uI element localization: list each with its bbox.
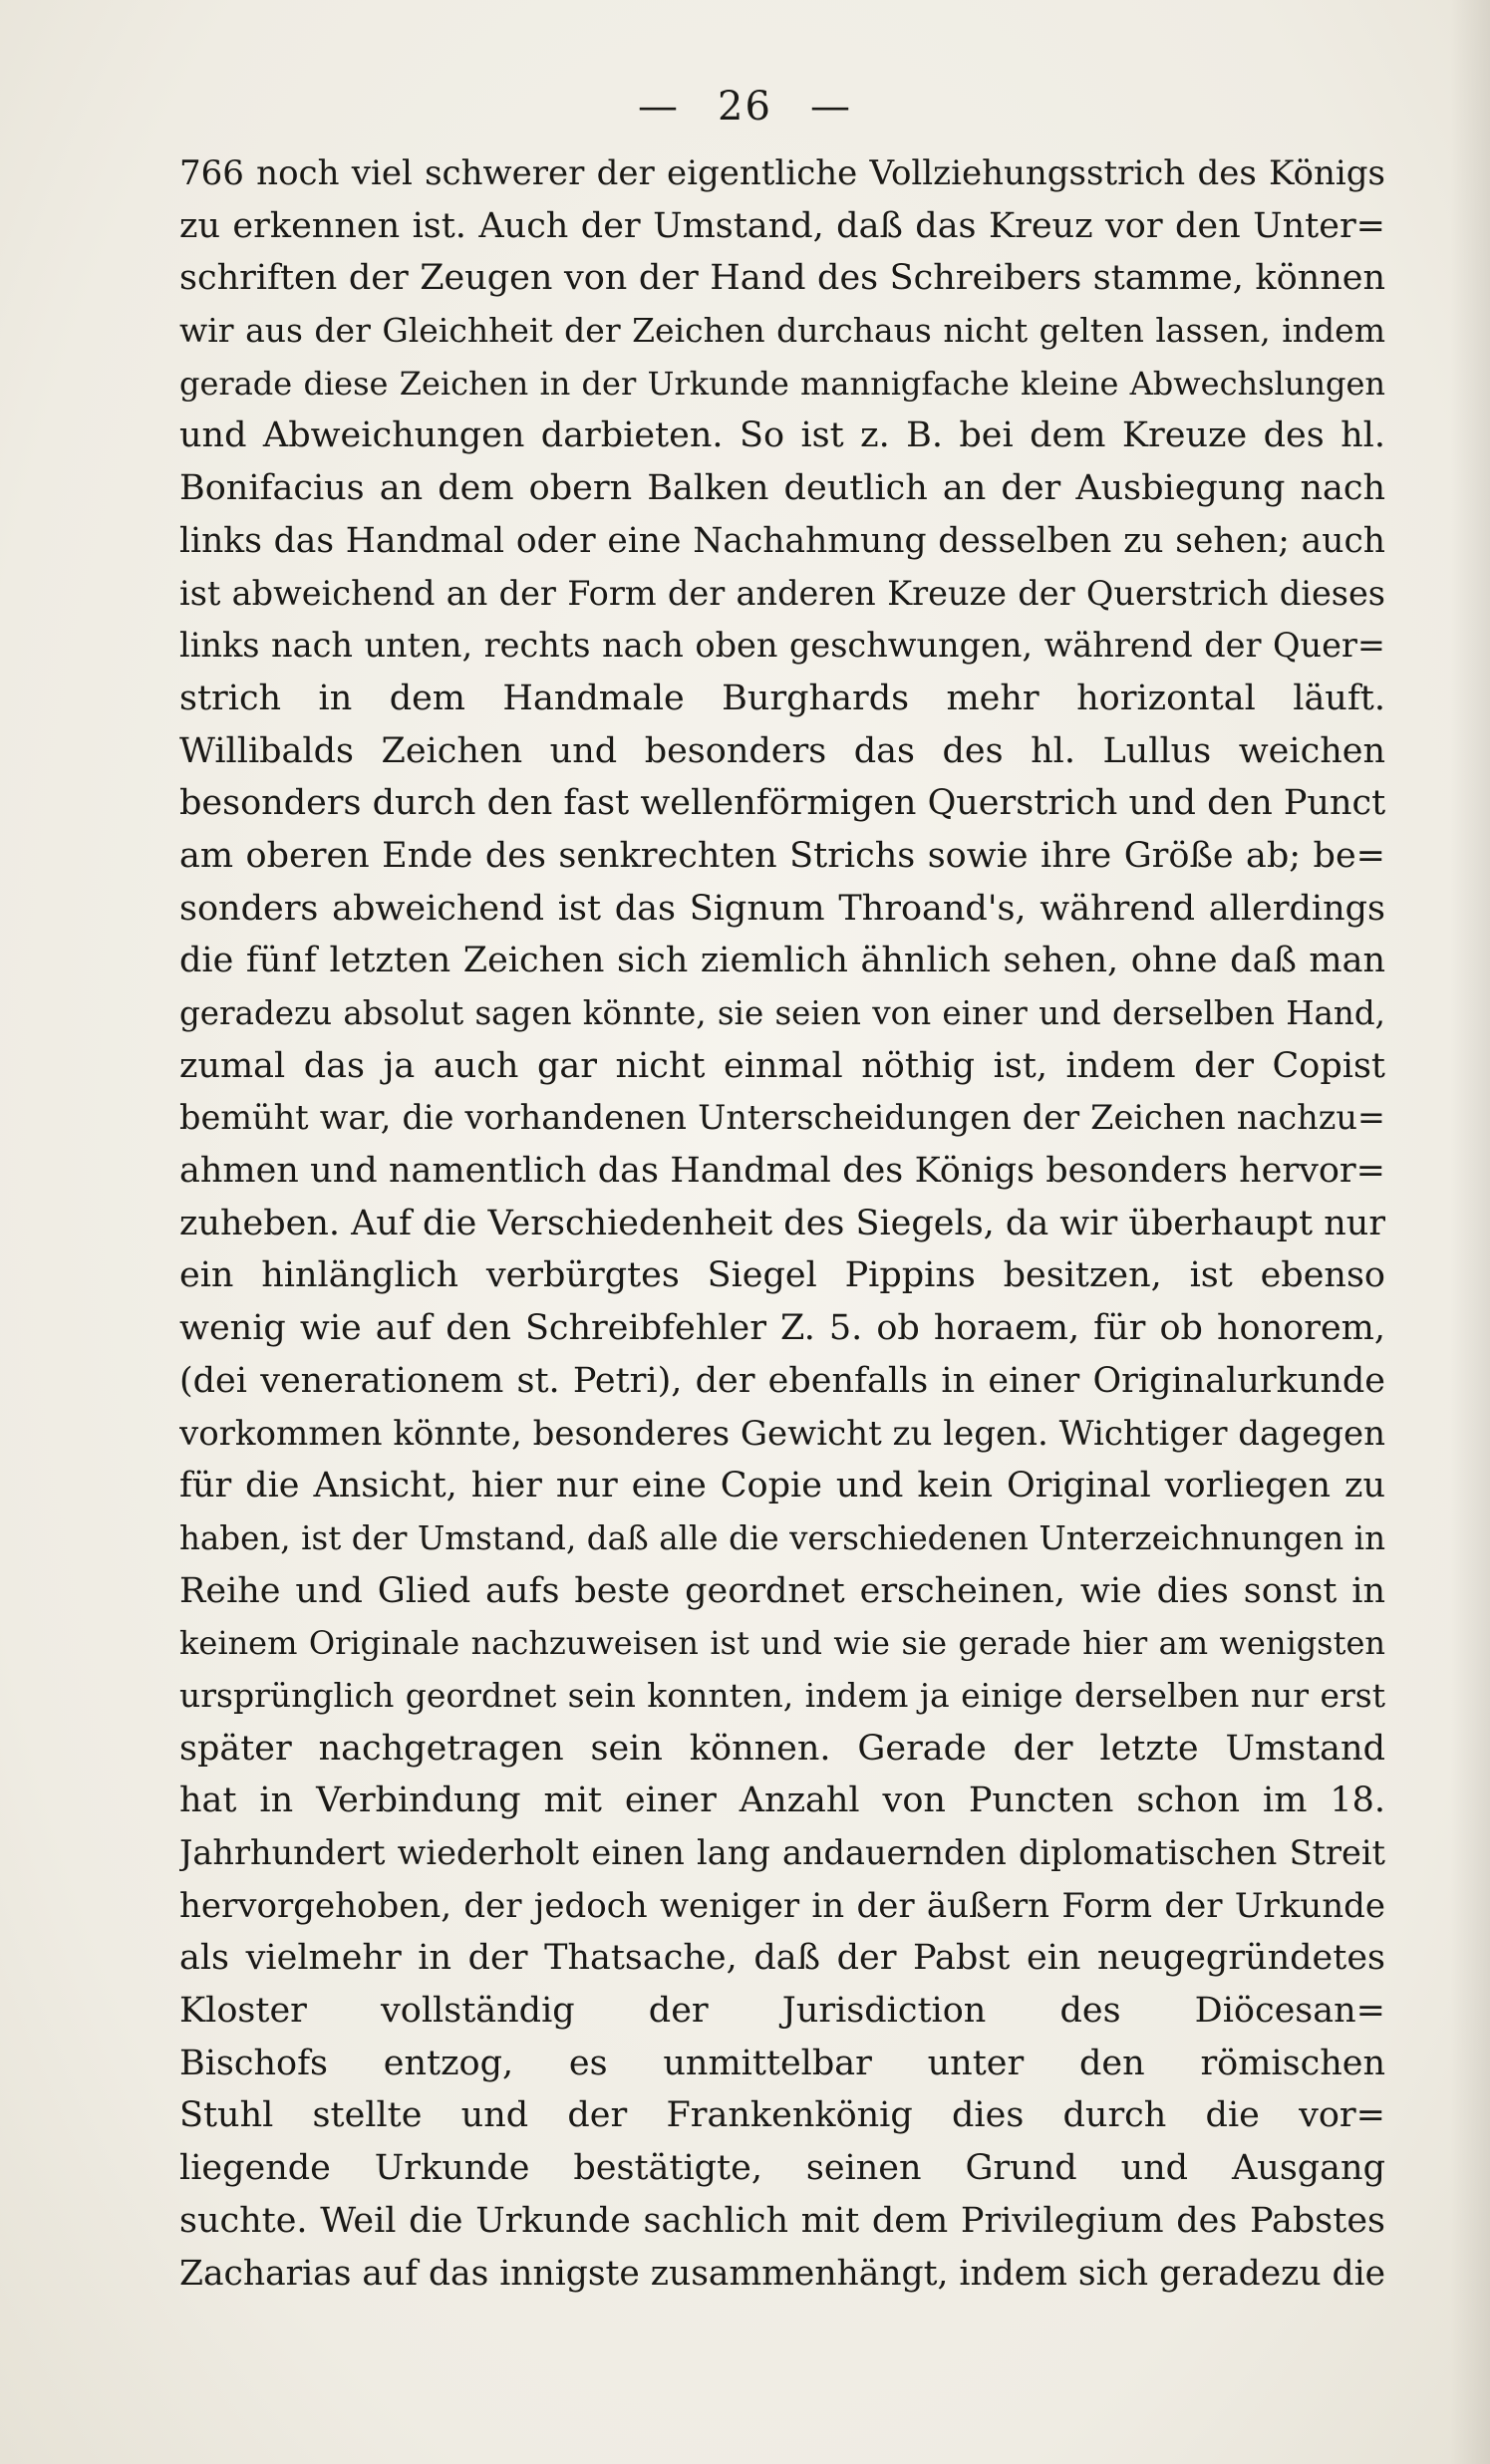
text-line: ahmen und namentlich das Handmal des Königs besonders hervor= (179, 1151, 1385, 1192)
text-line: zu erkennen ist. Auch der Umstand, daß das Kreuz vor den Unter= (179, 205, 1385, 246)
text-line: wenig wie auf den Schreibfehler Z. 5. ob horaem, für ob honorem, (179, 1308, 1385, 1349)
text-line: hervorgehoben, der jedoch weniger in der äußern Form der Urkunde (179, 1885, 1385, 1926)
text-line: (dei venerationem st. Petri), der ebenfalls in einer Originalurkunde (179, 1360, 1385, 1401)
text-line: am oberen Ende des senkrechten Strichs sowie ihre Größe ab; be= (179, 835, 1385, 876)
text-line: Kloster vollständig der Jurisdiction des Diöcesan= (179, 1991, 1385, 2032)
text-line: die fünf letzten Zeichen sich ziemlich ähnlich sehen, ohne daß man (179, 941, 1385, 981)
text-line: strich in dem Handmale Burghards mehr horizontal läuft. (179, 678, 1385, 718)
text-line: links das Handmal oder eine Nachahmung desselben zu sehen; auch (179, 520, 1385, 561)
text-line: haben, ist der Umstand, daß alle die verschiedenen Unterzeichnungen in (179, 1518, 1385, 1557)
text-line: zuheben. Auf die Verschiedenheit des Siegels, da wir überhaupt nur (179, 1203, 1385, 1243)
page-number-dash-right: — (809, 84, 852, 130)
text-line: sonders abweichend ist das Signum Throand's, während allerdings (179, 888, 1385, 929)
text-line: besonders durch den fast wellenförmigen Querstrich und den Punct (179, 783, 1385, 824)
text-line: für die Ansicht, hier nur eine Copie und kein Original vorliegen zu (179, 1466, 1385, 1506)
text-line: links nach unten, rechts nach oben geschwungen, während der Quer= (179, 626, 1385, 666)
page-edge-shadow (1450, 0, 1490, 2464)
page-header (0, 84, 1490, 130)
text-line: geradezu absolut sagen könnte, sie seien von einer und derselben Hand, (179, 994, 1385, 1032)
text-line: ist abweichend an der Form der anderen Kreuze der Querstrich dieses (179, 573, 1385, 613)
text-line: Bischofs entzog, es unmittelbar unter den römischen (179, 2043, 1385, 2083)
body-text (179, 147, 1385, 2300)
text-line: und Abweichungen darbieten. So ist z. B. bei dem Kreuze des hl. (179, 415, 1385, 456)
text-line: keinem Originale nachzuweisen ist und wie sie gerade hier am wenigsten (179, 1624, 1385, 1663)
text-line: liegende Urkunde bestätigte, seinen Grund und Ausgang (179, 2148, 1385, 2189)
text-line: suchte. Weil die Urkunde sachlich mit dem Privilegium des Pabstes (179, 2200, 1385, 2241)
text-line: ursprünglich geordnet sein konnten, indem ja einige derselben nur erst (179, 1675, 1385, 1715)
text-line: bemüht war, die vorhandenen Unterscheidungen der Zeichen nachzu= (179, 1098, 1385, 1138)
text-line: ein hinlänglich verbürgtes Siegel Pippins besitzen, ist ebenso (179, 1255, 1385, 1296)
text-line: als vielmehr in der Thatsache, daß der Pabst ein neugegründetes (179, 1938, 1385, 1979)
page-number: 26 (718, 84, 772, 130)
text-line: Willibalds Zeichen und besonders das des hl. Lullus weichen (179, 730, 1385, 771)
page-number-dash-left: — (638, 84, 681, 130)
text-line: später nachgetragen sein können. Gerade der letzte Umstand (179, 1728, 1385, 1769)
text-line: Bonifacius an dem obern Balken deutlich an der Ausbiegung nach (179, 468, 1385, 509)
text-line: gerade diese Zeichen in der Urkunde mannigfache kleine Abwechslungen (179, 364, 1385, 403)
text-line: Zacharias auf das innigste zusammenhängt, indem sich geradezu die (179, 2253, 1385, 2294)
text-line: zumal das ja auch gar nicht einmal nöthig ist, indem der Copist (179, 1045, 1385, 1086)
text-line: vorkommen könnte, besonderes Gewicht zu legen. Wichtiger dagegen (179, 1413, 1385, 1454)
text-line: schriften der Zeugen von der Hand des Schreibers stamme, können (179, 258, 1385, 299)
text-line: hat in Verbindung mit einer Anzahl von Puncten schon im 18. (179, 1780, 1385, 1821)
text-line: Stuhl stellte und der Frankenkönig dies durch die vor= (179, 2095, 1385, 2136)
text-line: Reihe und Glied aufs beste geordnet erscheinen, wie dies sonst in (179, 1570, 1385, 1611)
text-line: wir aus der Gleichheit der Zeichen durchaus nicht gelten lassen, indem (179, 311, 1385, 351)
text-line: Jahrhundert wiederholt einen lang andauernden diplomatischen Streit (179, 1833, 1385, 1872)
text-line: 766 noch viel schwerer der eigentliche Vollziehungsstrich des Königs (179, 153, 1385, 193)
